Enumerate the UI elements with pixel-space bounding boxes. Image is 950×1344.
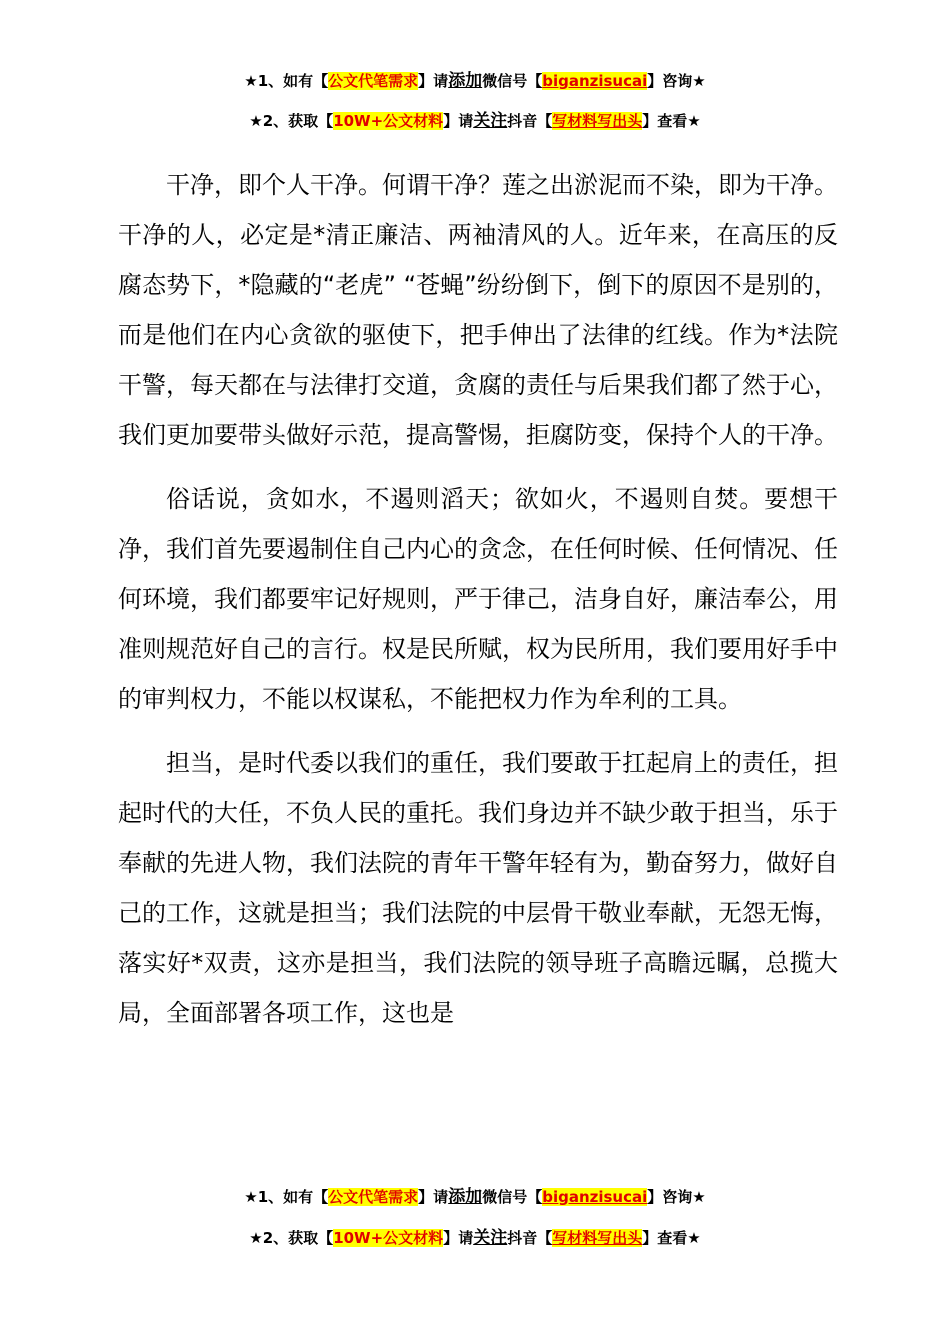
promo-text: 】请 bbox=[418, 1188, 449, 1206]
promo-douyin-account: 写材料写出头 bbox=[552, 1229, 643, 1247]
promo-text: 微信号【 bbox=[482, 72, 543, 90]
promo-prefix: ★2、获取【 bbox=[249, 1229, 334, 1247]
promo-text: 抖音【 bbox=[507, 1229, 553, 1247]
promo-highlight: 公文代笔需求 bbox=[328, 72, 419, 90]
promo-text: 】请 bbox=[443, 112, 474, 130]
document-body bbox=[118, 160, 838, 1038]
promo-text: 】请 bbox=[418, 72, 449, 90]
promo-text: 】请 bbox=[443, 1229, 474, 1247]
promo-highlight: 10W+公文材料 bbox=[333, 1229, 444, 1247]
promo-emphasis: 添加 bbox=[448, 1187, 483, 1207]
promo-prefix: ★2、获取【 bbox=[249, 112, 334, 130]
promo-highlight: 10W+公文材料 bbox=[333, 112, 444, 130]
promo-text: 抖音【 bbox=[507, 112, 553, 130]
header-promo-line-2 bbox=[0, 110, 950, 132]
promo-suffix: 】查看★ bbox=[642, 1229, 701, 1247]
promo-prefix: ★1、如有【 bbox=[244, 1188, 329, 1206]
promo-text: 微信号【 bbox=[482, 1188, 543, 1206]
footer-promo-line-2 bbox=[0, 1227, 950, 1249]
promo-wechat-id: biganzisucai bbox=[542, 1188, 648, 1206]
promo-douyin-account: 写材料写出头 bbox=[552, 112, 643, 130]
footer-promo-line-1 bbox=[0, 1186, 950, 1208]
body-paragraph-3: 担当，是时代委以我们的重任，我们要敢于扛起肩上的责任，担起时代的大任，不负人民的重托。我们身边并不缺少敢于担当，乐于奉献的先进人物，我们法院的青年干警年轻有为，勤奋努力，做好自己的工作，这就是担当；我们法院的中层骨干敬业奉献，无怨无悔，落实好*双责，这亦是担当，我们法院的领导班子高瞻远瞩，总揽大局，全面部署各项工作，这也是 bbox=[118, 749, 838, 1027]
promo-prefix: ★1、如有【 bbox=[244, 72, 329, 90]
promo-suffix: 】查看★ bbox=[642, 112, 701, 130]
promo-suffix: 】咨询★ bbox=[647, 1188, 706, 1206]
promo-wechat-id: biganzisucai bbox=[542, 72, 648, 90]
body-paragraph-1: 干净，即个人干净。何谓干净？莲之出淤泥而不染，即为干净。干净的人，必定是*清正廉洁、两袖清风的人。近年来，在高压的反腐态势下，*隐藏的“老虎” “苍蝇”纷纷倒下，倒下的原因不是别的，而是他们在内心贪欲的驱使下，把手伸出了法律的红线。作为*法院干警，每天都在与法律打交道，贪腐的责任与后果我们都了然于心，我们更加要带头做好示范，提高警惕，拒腐防变，保持个人的干净。 bbox=[118, 171, 838, 449]
body-paragraph-2: 俗话说，贪如水，不遏则滔天；欲如火，不遏则自焚。要想干净，我们首先要遏制住自己内心的贪念，在任何时候、任何情况、任何环境，我们都要牢记好规则，严于律己，洁身自好，廉洁奉公，用准则规范好自己的言行。权是民所赋，权为民所用，我们要用好手中的审判权力，不能以权谋私，不能把权力作为牟利的工具。 bbox=[118, 485, 838, 713]
promo-emphasis: 添加 bbox=[448, 71, 483, 91]
promo-emphasis: 关注 bbox=[473, 111, 508, 131]
header-promo-line-1 bbox=[0, 70, 950, 92]
promo-highlight: 公文代笔需求 bbox=[328, 1188, 419, 1206]
promo-suffix: 】咨询★ bbox=[647, 72, 706, 90]
promo-emphasis: 关注 bbox=[473, 1228, 508, 1248]
